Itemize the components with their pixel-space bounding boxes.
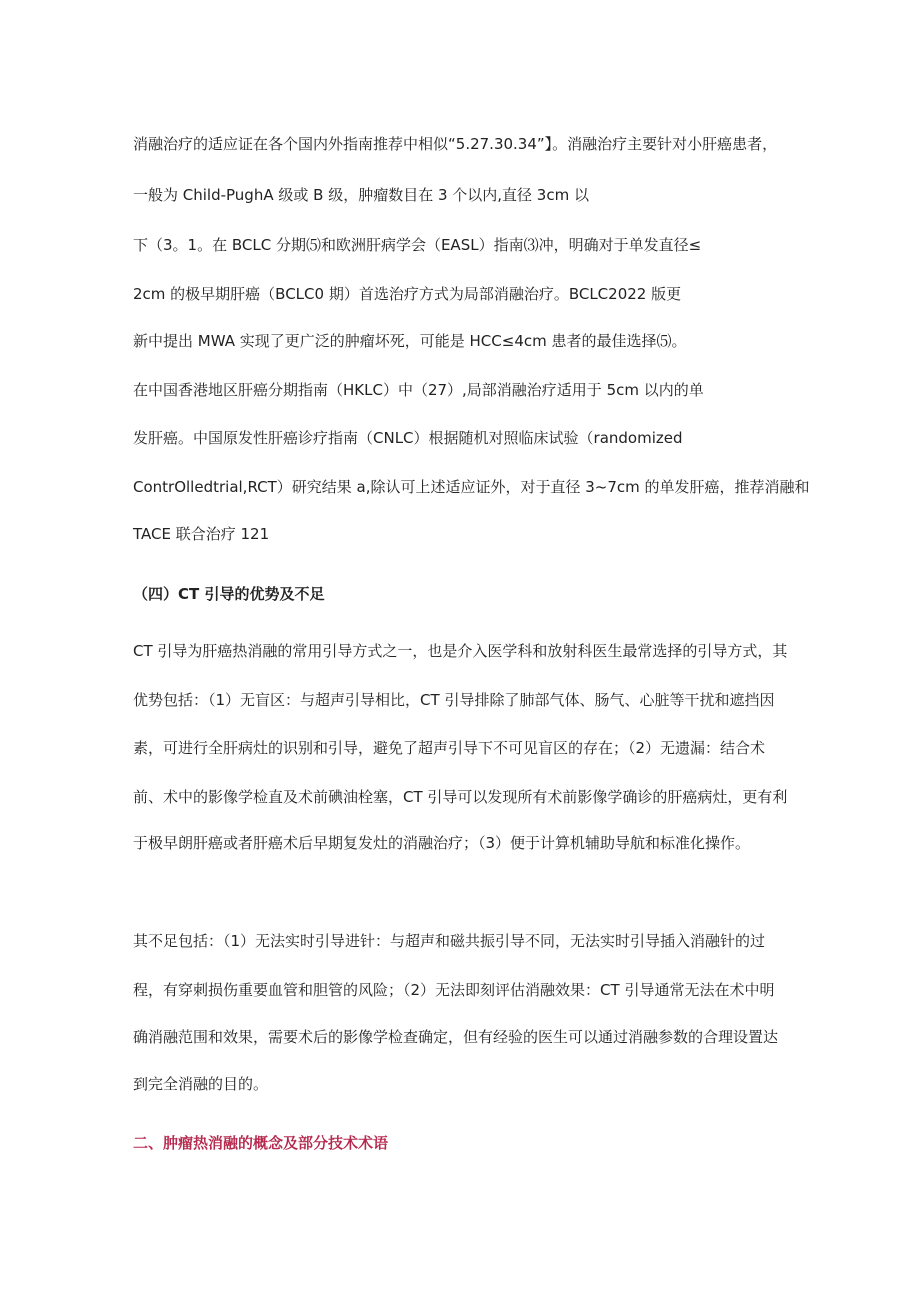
- section-heading: （四）CT 引导的优势及不足: [133, 585, 325, 603]
- text-line: 一般为 Child-PughA 级或 B 级，肿瘤数目在 3 个以内,直径 3cm 以: [133, 186, 589, 204]
- text-line: 素，可进行全肝病灶的识别和引导，避免了超声引导下不可见盲区的存在；（2）无遗漏：结合术: [133, 739, 766, 757]
- text-line: 优势包括：（1）无盲区：与超声引导相比，CT 引导排除了肺部气体、肠气、心脏等干扰和遮挡因: [133, 691, 775, 709]
- text-line: 发肝癌。中国原发性肝癌诊疗指南（CNLC）根据随机对照临床试验（randomized: [133, 429, 683, 447]
- text-line: 消融治疗的适应证在各个国内外指南推荐中相似“5.27.30.34”】。消融治疗主要针对小肝癌患者，: [133, 135, 778, 153]
- text-line: TACE 联合治疗 121: [133, 525, 270, 543]
- text-line: 下（3。1。在 BCLC 分期⑸和欧洲肝病学会（EASL）指南⑶冲，明确对于单发直径≤: [133, 236, 702, 254]
- text-line: 程，有穿刺损伤重要血管和胆管的风险；（2）无法即刻评估消融效果：CT 引导通常无法在术中明: [133, 981, 775, 999]
- text-line: 2cm 的极早期肝癌（BCLC0 期）首选治疗方式为局部消融治疗。BCLC2022 版更: [133, 285, 682, 303]
- text-line: 其不足包括：（1）无法实时引导进针：与超声和磁共振引导不同，无法实时引导插入消融针的过: [133, 932, 766, 950]
- text-line: ContrOlledtrial,RCT）研究结果 a,除认可上述适应证外，对于直径 3~7cm 的单发肝癌，推荐消融和: [133, 478, 810, 496]
- chapter-heading: 二、肿瘤热消融的概念及部分技术术语: [133, 1134, 389, 1152]
- text-line: 到完全消融的目的。: [133, 1075, 269, 1093]
- text-line: 新中提出 MWA 实现了更广泛的肿瘤坏死，可能是 HCC≤4cm 患者的最佳选择⑸。: [133, 332, 687, 350]
- text-line: 在中国香港地区肝癌分期指南（HKLC）中（27）,局部消融治疗适用于 5cm 以内的单: [133, 381, 704, 399]
- text-line: 前、术中的影像学检直及术前碘油栓塞，CT 引导可以发现所有术前影像学确诊的肝癌病灶，更有利: [133, 788, 788, 806]
- text-line: 确消融范围和效果，需要术后的影像学检查确定，但有经验的医生可以通过消融参数的合理设置达: [133, 1028, 779, 1046]
- text-line: 于极早朗肝癌或者肝癌术后早期复发灶的消融治疗；（3）便于计算机辅助导航和标准化操作。: [133, 834, 751, 852]
- text-line: CT 引导为肝癌热消融的常用引导方式之一，也是介入医学科和放射科医生最常选择的引导方式，其: [133, 642, 788, 660]
